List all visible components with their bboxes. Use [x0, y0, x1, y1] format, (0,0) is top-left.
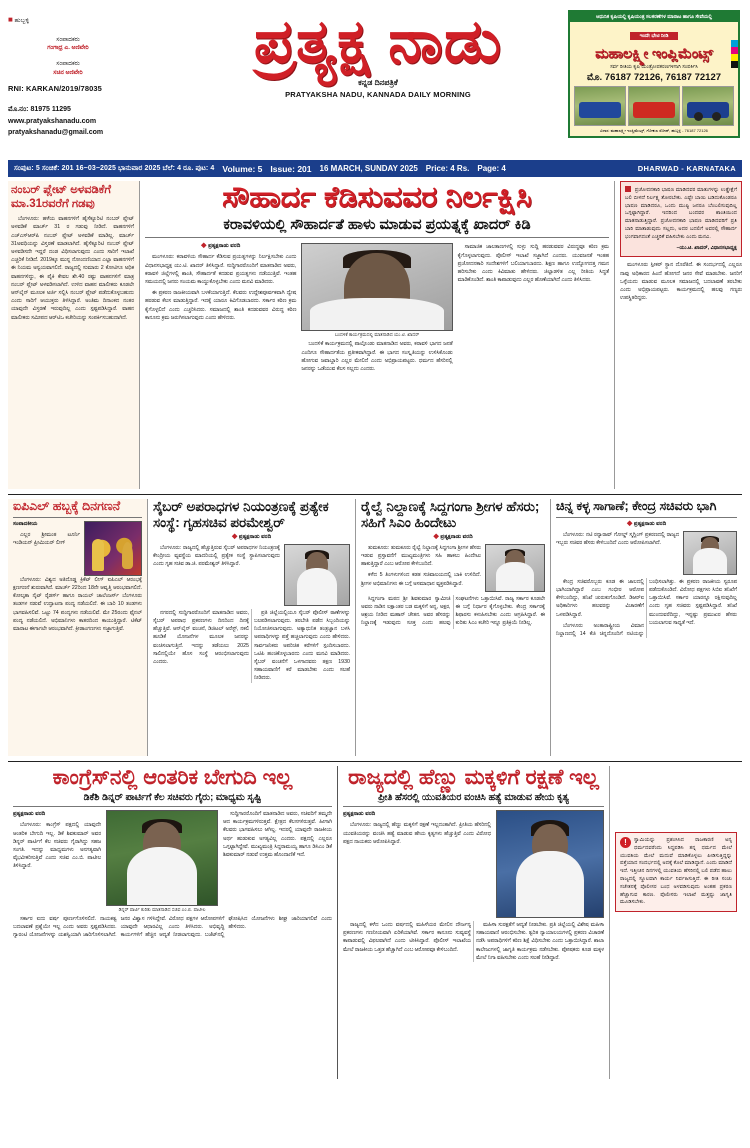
editor-role-1: ಸಂಪಾದಕರು [56, 36, 80, 43]
contact-website[interactable]: www.pratyakshanadu.com [8, 117, 97, 125]
edition-label-line [8, 14, 188, 26]
sidebar-note [610, 766, 742, 1079]
photo-shirt-shape [693, 548, 726, 574]
edition-label: ಹುಬ್ಬಳ್ಳಿ [14, 18, 29, 24]
left-story-headline: ನಂಬರ್ ಪ್ಲೇಟ್ ಅಳವಡಿಕೆಗೆ ಮಾ.31ರವರೆಗೆ ಗಡವು [11, 184, 112, 210]
women-safety-story[interactable] [338, 766, 610, 1079]
ad-product-trailer [682, 86, 734, 126]
trailer-wheel-left-icon [694, 112, 703, 121]
cyber-photo [284, 544, 350, 606]
cyber-story[interactable] [148, 499, 356, 756]
gold-headline: ಚಿನ್ನ ಕಳ್ಳ ಸಾಗಾಣೆ; ಕೇಂದ್ರ ಸಚಿವರು ಭಾಗಿ [556, 499, 717, 513]
issue-info-bar [8, 160, 742, 177]
quote-extra-body: ಮಂಗಳೂರು ಸ್ಪೀಕರ್ ಸ್ಥಾನ ದೊರೆತಿದೆ. ಈ ಸಂದರ್ಭದಲ್ಲಿ ಎಲ್ಲರೂ ನಾವು ಅಧಿಕಾರದ ಹಿಂದೆ ಹೋಗದೆ ಜನರ ಸೇವೆ ಮಾಡಬೇಕು. ಜನರಿಗೆ ಒಳ್ಳೆಯದು ಮಾಡುವ ಮೂಲಕ ಸಮಾಜದಲ್ಲಿ ಬದಲಾವಣೆ ತರಬೇಕು ಎಂದು ಅಭಿಪ್ರಾಯಪಟ್ಟರು. ಕಾರ್ಯಕ್ರಮದಲ್ಲಿ ಹಲವು ಗಣ್ಯರು ಉಪಸ್ಥಿತರಿದ್ದರು. [620, 262, 742, 302]
ipl-caption: ಎಲ್ಲರ ಶ್ರೀಮಂತ ಟೂರ್ನಿ ಇಂಡಿಯನ್ ಪ್ರೀಮಿಯರ್ ಲೀಗ್ [13, 531, 80, 546]
editor-role-2: ಸಂಪಾದಕರು [56, 61, 80, 68]
contact-block [8, 104, 188, 138]
contact-email[interactable]: pratyakshanadu@gmail.com [8, 128, 104, 136]
masthead-logo-area [188, 6, 568, 99]
contact-phone: ಮೊ.ನಂ: 81975 11295 [8, 106, 71, 114]
lead-para-2: ಈ ಪ್ರಕರಣ ರಾಜಕೀಯವಾಗಿ ಬಳಕೆಯಾಗುತ್ತಿದೆ. ಕೆಲವರು ಉದ್ದೇಶಪೂರ್ವಕವಾಗಿ ದ್ವೇಷ ಹರಡುವ ಕೆಲಸ ಮಾಡುತ್ತಿದ್ದಾರೆ. ಇದಕ್ಕೆ ಯಾರೂ ಕಿವಿಗೊಡಬಾರದು. ಸರ್ಕಾರ ಕಠಿಣ ಕ್ರಮ ಕೈಗೊಳ್ಳಲಿದೆ ಎಂದು ಎಚ್ಚರಿಸಿದರು. ಸಮಾಜದಲ್ಲಿ ಶಾಂತಿ ಕದಡುವವರ ವಿರುದ್ಧ ಕಠಿಣ ಕಾನೂನು ಕ್ರಮ ಜರುಗಿಸಲಾಗುವುದು ಎಂದು ಹೇಳಿದರು. [145, 290, 297, 321]
photo-shirt-shape [310, 298, 444, 331]
rni-number: RNI: KARKAN/2019/78035 [8, 84, 102, 94]
tagline-english: PRATYAKSHA NADU, KANNADA DAILY MORNING [285, 90, 471, 99]
congress-photo-caption: ಡಿನ್ನರ್ ಪಾರ್ಟಿ ಕುರಿತು ಮಾತನಾಡಿದ ಸಚಿವ ಎಂ.ಬಿ. ಪಾಟೀಲ [118, 906, 206, 912]
lead-column-2 [301, 243, 452, 376]
women-byline: ಪ್ರತ್ಯಕ್ಷನಾಡು ವರದಿ [343, 810, 376, 817]
lead-photo-caption: ಬಂದಳಿಕೆ ಕಾರ್ಯಕ್ರಮದಲ್ಲಿ ಮಾತನಾಡಿದ ಯು.ಟಿ. ಖಾದರ್ [334, 332, 420, 338]
lead-columns [145, 243, 609, 376]
top-section [8, 181, 742, 489]
print-color-bar [731, 40, 738, 68]
quote-text: ಪ್ರಚೋದನಕಾರಿ ಭಾಷಣ ಮಾಡಿದವರ ಮಾತುಗಳನ್ನು ಉತ್ಪ್ರೇಕ್ಷೆಗೆ ಬಲಿ ಬೀಳದೆ ನಿರ್ಲಕ್ಷ್ಯ ತೋರಬೇಕು. ಎಷ್ಟೇ ಬಾಯಿ ಬಡಿದುಕೊಂಡರೂ ಭಾಷಣ ಮಾಡಿದರೂ, ಒಂದು ಮುಷ್ಟಿ ಜನರೂ ಬೆಂಬಲಿಸುವುದಿಲ್ಲ ಒಗ್ಗಟ್ಟಾಗಿದ್ದಾರೆ. ಇದರಿಂದ ಬಂದವರ ಶಾಂತಿಯಿಂದ ಮಾತನಾಡುತ್ತಿದ್ದಾರೆ. ಪ್ರಚೋದನಕಾರಿ ಭಾಷಣ ಮಾಡಿದವರಿಗೆ ಪ್ರತಿ ಬಾರಿ ಮಾತಾಡುವುದು ಸಲ್ಲದು, ಅದರ ಬದಲಿಗೆ ಅವರಲ್ಲಿ ಸೌಹಾರ್ದ ಭಂಗವಾಗದಂತೆ ಎಚ್ಚರಿಕೆ ವಹಿಸಬೇಕು ಎಂದು ಮನವಿ. [625, 187, 737, 240]
women-body-1: ಪ್ರತ್ಯಕ್ಷನಾಡು ವರದಿ ಬೆಂಗಳೂರು: ರಾಜ್ಯದಲ್ಲಿ ಹೆಣ್ಣು ಮಕ್ಕಳಿಗೆ ರಕ್ಷಣೆ ಇಲ್ಲದಂತಾಗಿದೆ. ಪ್ರೀತಿಯ ಹೆಸರಿನಲ್ಲಿ ಯುವತಿಯರನ್ನು ವಂಚಿಸಿ ಹತ್ಯೆ ಮಾಡುವ ಹೇಯ ಕೃತ್ಯಗಳು ಹೆಚ್ಚುತ್ತಿವೆ ಎಂದು ವಿರೋಧ ಪಕ್ಷದ ನಾಯಕರು ಆರೋಪಿಸಿದ್ದಾರೆ. [343, 810, 491, 845]
lead-byline: ◆ ಪ್ರತ್ಯಕ್ಷನಾಡು ವರದಿ [201, 243, 241, 250]
ad-top-strip: ಆಧುನಿಕ ಕೃಷಿಯಲ್ಲಿ ಕೃಷಿಯಂತ್ರ ಸಲಕರಣೆಗಳ ಮಾರಾಟ ಹಾಗೂ ಸೇವೆಯಲ್ಲಿ [570, 12, 738, 22]
ad-footer-address: ವಿಳಾಸ: ಮಹಾಲಕ್ಷ್ಮೀ ಇಂಪ್ಲಿಮೆಂಟ್ಸ್, ಗೋಕುಲ ರೋಡ್, ಹುಬ್ಬಳ್ಳಿ - 76187 72126 [600, 128, 708, 133]
trailer-wheel-right-icon [712, 112, 721, 121]
trophy-icon [92, 539, 104, 571]
red-note-text: ಸ್ವಾಮಿಯನ್ನು ಪ್ರಶಂಸಿಸಿದ ರಾಜಕಾರಣಿ ಅನ್ಯ ಧರ್ಮದವರೆಂದು ಸಿದ್ಧಪಡಿಸಿ ತನ್ನ ಧರ್ಮದ ಮೇಲೆ ಯುವತಿಯ ಮೇಲೆ ಮದುವೆ ಮಾಡಿಕೊಳ್ಳಲು ಪೀಡಿಸುತ್ತಿದ್ದನ್ನು ಪತ್ತೆಯಾದ ಸಂದರ್ಭದಲ್ಲಿ ಅದಕ್ಕೆ ಕೊಲೆ ಮಾಡಿದ್ದಾನೆ. ಎಂದು ಮಾಡಿದೆ ಇದೆ. ಇತ್ತೀಚಿನ ದಿನಗಳಲ್ಲಿ ಯುವತಿಯ ಹೆಸರಿನಲ್ಲಿ ಬಲಿ ಪಡೆದ ಹಾಲು ರಾಜ್ಯದಲ್ಲಿ ಸ್ಥೂಲವಾಗಿ ಕಾರ್ಯ ನಿರ್ವಹಿಸುತ್ತಿದೆ. ಈ ರೀತಿ ಸಂಚು ಸಚೇತನಕ್ಕೆ ಪೊಲೀಸರ ಬಂಧ ಅಳವಡಿಸುವುದು ಅಂತಹ ಪ್ರಕರಣ ಹೆಚ್ಚಾಗುವ ಕಾರಣ. ಪೊಲೀಸರು ಇಲಾಖೆ ಮತ್ತಷ್ಟು ಜಾಗೃತಿ ಮೂಡಿಸಬೇಕು. [620, 837, 732, 906]
ipl-photo [84, 521, 142, 576]
bottom-section [8, 761, 742, 1079]
issue-info-kannada: ಸಂಪುಟ: 5 ಸಂಚಿಕೆ: 201 16−03−2025 ಭಾನುವಾರ 2025 ಬೆಲೆ: 4 ರೂ. ಪುಟ: 4 [14, 164, 215, 172]
quote-marker-icon [625, 186, 631, 192]
masthead [8, 6, 742, 158]
ad-title: ಮಹಾಲಕ್ಷ್ಮೀ ಇಂಪ್ಲಿಮೆಂಟ್ಸ್ [595, 45, 713, 61]
cyber-body-rest: ನಗರದಲ್ಲಿ ಸುದ್ದಿಗಾರರೊಂದಿಗೆ ಮಾತನಾಡಿದ ಅವರು, ಸೈಬರ್ ಅಪರಾಧ ಪ್ರಕರಣಗಳು ದಿನದಿಂದ ದಿನಕ್ಕೆ ಹೆಚ್ಚುತ್ತಿವೆ. ಆನ್‌ಲೈನ್ ವಂಚನೆ, ಡಿಜಿಟಲ್ ಅರೆಸ್ಟ್, ನಕಲಿ ಹೂಡಿಕೆ ಯೋಜನೆಗಳ ಮೂಲಕ ಜನರನ್ನು ವಂಚಿಸಲಾಗುತ್ತಿದೆ. ಇದನ್ನು ತಡೆಯಲು 2025 ಸಾಲಿನಲ್ಲಿಯೇ ಹೊಸ ಸಂಸ್ಥೆ ಆರಂಭಿಸಲಾಗುವುದು ಎಂದರು. ಪ್ರತಿ ಜಿಲ್ಲೆಯಲ್ಲಿಯೂ ಸೈಬರ್ ಪೊಲೀಸ್ ಠಾಣೆಗಳನ್ನು ಬಲಪಡಿಸಲಾಗುವುದು. ತರಬೇತಿ ಪಡೆದ ಸಿಬ್ಬಂದಿಯನ್ನು ನಿಯೋಜಿಸಲಾಗುವುದು. ಅತ್ಯಾಧುನಿಕ ತಂತ್ರಜ್ಞಾನ ಬಳಸಿ ಅಪರಾಧಿಗಳನ್ನು ಪತ್ತೆ ಹಚ್ಚಲಾಗುವುದು ಎಂದು ಹೇಳಿದರು. ಸಾರ್ವಜನಿಕರು ಅಪರಿಚಿತ ಕರೆಗಳಿಗೆ ಸ್ಪಂದಿಸಬಾರದು. ಒಟಿಪಿ ಹಂಚಿಕೊಳ್ಳಬಾರದು ಎಂದು ಮನವಿ ಮಾಡಿದರು. ಸೈಬರ್ ವಂಚನೆಗೆ ಒಳಗಾದವರು ತಕ್ಷಣ 1930 ಸಹಾಯವಾಣಿಗೆ ಕರೆ ಮಾಡಬೇಕು ಎಂದು ಸಲಹೆ ನೀಡಿದರು. [153, 609, 350, 682]
cyber-headline: ಸೈಬರ್ ಅಪರಾಧಗಳ ನಿಯಂತ್ರಣಕ್ಕೆ ಪ್ರತ್ಯೇಕ ಸಂಸ್ಥೆ: ಗೃಹಸಚಿವ ಪರಮೇಶ್ವರ್ [153, 499, 329, 530]
photo-shirt-shape [516, 851, 584, 917]
left-sidebar-story[interactable] [8, 181, 140, 489]
cyber-byline: ◆ ಪ್ರತ್ಯಕ್ಷನಾಡು ವರದಿ [231, 533, 272, 540]
women-headline: ರಾಜ್ಯದಲ್ಲಿ ಹೆಣ್ಣು ಮಕ್ಕಳಿಗೆ ರಕ್ಷಣೆ ಇಲ್ಲ [348, 766, 599, 789]
ad-ribbon [570, 24, 738, 42]
lead-photo [301, 243, 452, 331]
photo-shirt-shape [496, 562, 533, 591]
cyber-body-1: ಬೆಂಗಳೂರು: ರಾಜ್ಯದಲ್ಲಿ ಹೆಚ್ಚುತ್ತಿರುವ ಸೈಬರ್ ಅಪರಾಧಗಳ ನಿಯಂತ್ರಣಕ್ಕೆ ಕೇಂದ್ರೀಯ ವ್ಯವಸ್ಥೆಯ ಮಾದರಿಯಲ್ಲಿ ಪ್ರತ್ಯೇಕ ಸಂಸ್ಥೆ ಸ್ಥಾಪಿಸಲಾಗುವುದು ಎಂದು ಗೃಹ ಸಚಿವ ಡಾ.ಜಿ. ಪರಮೇಶ್ವರ್ ತಿಳಿಸಿದ್ದಾರೆ. [153, 544, 280, 568]
ad-product-rotavator [628, 86, 680, 126]
ad-product-plough [574, 86, 626, 126]
congress-story[interactable] [8, 766, 338, 1079]
congress-byline: ಪ್ರತ್ಯಕ್ಷನಾಡು ವರದಿ [13, 810, 46, 817]
railway-headline: ರೈಲ್ವೆ ನಿಲ್ದಾಣಕ್ಕೆ ಸಿದ್ದಗಂಗಾ ಶ್ರೀಗಳ ಹೆಸರು; ಸಹಿಗೆ ಸಿಎಂ ಹಿಂದೇಟು [361, 499, 540, 530]
editor-name-2: ಸಚಿನ ಅಣಿವೇರಿ [53, 69, 83, 76]
women-subheadline: ಪ್ರೀತಿ ಹೆಸರಲ್ಲಿ ಯುವತಿಯರ ವಂಚಿಸಿ ಹತ್ಯೆ ಮಾಡುವ ಹೇಯ ಕೃತ್ಯ [378, 791, 569, 803]
quote-box [620, 181, 742, 257]
newspaper-logo: ಪ್ರತ್ಯಕ್ಷ ನಾಡು [253, 8, 503, 75]
gold-photo [683, 531, 737, 575]
railway-body-1: ತುಮಕೂರು: ತುಮಕೂರು ರೈಲ್ವೆ ನಿಲ್ದಾಣಕ್ಕೆ ಸಿದ್ದಗಂಗಾ ಶ್ರೀಗಳ ಹೆಸರು ಇಡುವ ಪ್ರಸ್ತಾವನೆಗೆ ಮುಖ್ಯಮಂತ್ರಿಗಳು ಸಹಿ ಹಾಕಲು ಹಿಂದೇಟು ಹಾಕುತ್ತಿದ್ದಾರೆ ಎಂಬ ಆರೋಪ ಕೇಳಿಬಂದಿದೆ. ಕಳೆದ 5 ತಿಂಗಳುಗಳಿಂದ ಕಡತ ಸಚಿವಾಲಯದಲ್ಲಿ ಬಾಕಿ ಉಳಿದಿದೆ. ಶ್ರೀಗಳ ಅಭಿಮಾನಿಗಳು ಈ ಬಗ್ಗೆ ಅಸಮಾಧಾನ ವ್ಯಕ್ತಪಡಿಸಿದ್ದಾರೆ. [361, 544, 481, 587]
issue-page-count: Page: 4 [477, 164, 506, 173]
bullet-dot-icon: ■ [8, 15, 13, 24]
ad-ribbon-text: ಇಂದೇ ಭೇಟಿ ನೀಡಿ [630, 32, 679, 40]
gold-story[interactable] [551, 499, 742, 756]
gold-byline: ◆ ಪ್ರತ್ಯಕ್ಷನಾಡು ವರದಿ [626, 520, 667, 527]
ipl-story[interactable] [8, 499, 148, 756]
issue-place: DHARWAD - KARNATAKA [637, 164, 736, 173]
editor-name-1: ಗಂಗಾಧ್ರ ಎ. ಅಣಿವೇರಿ [47, 45, 89, 52]
lead-headline: ಸೌಹಾರ್ದ ಕೆಡಿಸುವವರ ನಿರ್ಲಕ್ಷಿಸಿ [222, 181, 532, 214]
byline-marker-icon: ◆ [626, 520, 633, 527]
editor-credit-1 [8, 36, 128, 53]
lead-quote-sidebar [614, 181, 742, 489]
issue-date: 16 MARCH, SUNDAY 2025 [319, 164, 418, 173]
photo-shirt-shape [297, 568, 338, 605]
railway-body-rest: ಸಿದ್ದಗಂಗಾ ಮಠದ ಶ್ರೀ ಶಿವಕುಮಾರ ಸ್ವಾಮೀಜಿ ಅವರು ನಾಡಿನ ಲಕ್ಷಾಂತರ ಬಡ ಮಕ್ಕಳಿಗೆ ಅನ್ನ, ಅಕ್ಷರ, ಆಶ್ರಯ ನೀಡಿದ ಮಹಾನ್ ಚೇತನ. ಅವರ ಹೆಸರನ್ನು ನಿಲ್ದಾಣಕ್ಕೆ ಇಡುವುದು ಸೂಕ್ತ ಎಂದು ಹಲವು ಸಂಘಟನೆಗಳು ಒತ್ತಾಯಿಸಿವೆ. ರಾಜ್ಯ ಸರ್ಕಾರ ಕೂಡಲೇ ಈ ಬಗ್ಗೆ ನಿರ್ಧಾರ ಕೈಗೊಳ್ಳಬೇಕು. ಕೇಂದ್ರ ಸರ್ಕಾರಕ್ಕೆ ಶಿಫಾರಸು ಕಳುಹಿಸಬೇಕು ಎಂದು ಆಗ್ರಹಿಸಿದ್ದಾರೆ. ಈ ಕುರಿತು ಸಿಎಂ ಕಚೇರಿ ಇನ್ನೂ ಪ್ರತಿಕ್ರಿಯೆ ನೀಡಿಲ್ಲ. [361, 595, 545, 627]
quote-attribution: −ಯು.ಟಿ. ಖಾದರ್, ವಿಧಾನಸಭಾಧ್ಯಕ್ಷ [676, 244, 737, 251]
lead-subheadline: ಕರಾವಳಿಯಲ್ಲಿ ಸೌಹಾರ್ದತೆ ಹಾಳು ಮಾಡುವ ಪ್ರಯತ್ನಕ್ಕೆ ಖಾದರ್ ಕಿಡಿ [223, 217, 531, 233]
byline-marker-icon: ◆ [231, 533, 238, 540]
red-note-box [615, 832, 737, 912]
lead-story[interactable] [140, 181, 614, 489]
exclamation-icon: ! [620, 837, 631, 848]
lead-para-3: ಬಂದಳಿಕೆ ಕಾರ್ಯಕ್ರಮದಲ್ಲಿ ಪಾಲ್ಗೊಂಡು ಮಾತನಾಡಿದ ಅವರು, ಕರಾವಳಿ ಭಾಗದ ಜನತೆ ಎಂದಿಗೂ ಸೌಹಾರ್ದತೆಯ ಪ್ರತೀಕವಾಗಿದ್ದಾರೆ. ಈ ಭಾಗದ ಸಂಸ್ಕೃತಿಯನ್ನು ಉಳಿಸಿಕೊಂಡು ಹೋಗುವ ಜವಾಬ್ದಾರಿ ಎಲ್ಲರ ಮೇಲಿದೆ ಎಂದು ಅಭಿಪ್ರಾಯಪಟ್ಟರು. ಧರ್ಮದ ಹೆಸರಿನಲ್ಲಿ ಜನರನ್ನು ಒಡೆಯುವ ಕೆಲಸ ಸಲ್ಲದು ಎಂದರು. [301, 341, 453, 372]
ad-product-images [574, 86, 734, 126]
issue-price: Price: 4 Rs. [425, 164, 470, 173]
railway-byline: ◆ ಪ್ರತ್ಯಕ್ಷನಾಡು ವರದಿ [433, 533, 473, 540]
congress-photo [106, 810, 218, 906]
photo-shirt-shape [127, 847, 197, 905]
women-story-photo [496, 810, 604, 918]
ipl-byline: ಸಂಪಾದಕೀಯ [13, 520, 38, 527]
ad-description: ಸರ್ವ ರೀತಿಯ ಕೃಷಿ ಯಂತ್ರೋಪಕರಣಗಳಿಗಾಗಿ ಸಂಪರ್ಕಿಸಿ [610, 64, 698, 70]
mid-section [8, 494, 742, 756]
congress-body-2: ಸುದ್ದಿಗಾರರೊಂದಿಗೆ ಮಾತನಾಡಿದ ಅವರು, ಸಚಿವರಿಗೆ ತಮ್ಮದೇ ಆದ ಕಾರ್ಯಕ್ರಮಗಳಿರುತ್ತವೆ. ಕ್ಷೇತ್ರದ ಕೆಲಸಗಳಿರುತ್ತವೆ. ಹೀಗಾಗಿ ಕೆಲವರು ಭಾಗವಹಿಸಲು ಆಗಿಲ್ಲ. ಇದರಲ್ಲಿ ಯಾವುದೇ ರಾಜಕೀಯ ಅರ್ಥ ಹುಡುಕುವ ಅಗತ್ಯವಿಲ್ಲ ಎಂದರು. ಪಕ್ಷದಲ್ಲಿ ಎಲ್ಲರೂ ಒಗ್ಗಟ್ಟಾಗಿದ್ದೇವೆ. ಮುಖ್ಯಮಂತ್ರಿ ಸಿದ್ದರಾಮಯ್ಯ ಹಾಗೂ ಡಿಸಿಎಂ ಡಿಕೆ ಶಿವಕುಮಾರ್ ನಡುವೆ ಉತ್ತಮ ಹೊಂದಾಣಿಕೆ ಇದೆ. [223, 810, 332, 858]
plough-shape-icon [579, 102, 621, 118]
ipl-headline: ಐಪಿಎಲ್ ಹಬ್ಬಕ್ಕೆ ದಿನಗಣನೆ [13, 499, 121, 513]
tagline-kannada: ಕನ್ನಡ ದಿನಪತ್ರಿಕೆ [358, 78, 398, 87]
masthead-advertisement[interactable] [568, 10, 740, 138]
lead-column-1 [145, 243, 296, 376]
congress-subheadline: ಡಿಕೆಶಿ ಡಿನ್ನರ್ ಪಾರ್ಟಿಗೆ ಕೆಲ ಸಚಿವರು ಗೈರು; ಮಾಧ್ಯಮ ಸೃಷ್ಟಿ [83, 791, 262, 803]
gold-body-rest: ಕೇಂದ್ರ ಸಚಿವರೊಬ್ಬರು ಕೂಡ ಈ ಜಾಲದಲ್ಲಿ ಭಾಗಿಯಾಗಿದ್ದಾರೆ ಎಂಬ ಗಂಭೀರ ಆರೋಪ ಕೇಳಿಬಂದಿದ್ದು, ತನಿಖೆ ಚುರುಕುಗೊಂಡಿದೆ. ಡಿಆರ್‌ಐ ಅಧಿಕಾರಿಗಳು ಹಲವರನ್ನು ವಿಚಾರಣೆಗೆ ಒಳಪಡಿಸಿದ್ದಾರೆ. ಬೆಂಗಳೂರು ಅಂತಾರಾಷ್ಟ್ರೀಯ ವಿಮಾನ ನಿಲ್ದಾಣದಲ್ಲಿ 14 ಕೆಜಿ ಚಿನ್ನದೊಂದಿಗೆ ನಟಿಯನ್ನು ಬಂಧಿಸಲಾಗಿತ್ತು. ಈ ಪ್ರಕರಣ ರಾಜಕೀಯ ಸ್ವರೂಪ ಪಡೆದುಕೊಂಡಿದೆ. ವಿರೋಧ ಪಕ್ಷಗಳು ಸಿಬಿಐ ತನಿಖೆಗೆ ಒತ್ತಾಯಿಸಿವೆ. ಸರ್ಕಾರ ಯಾರನ್ನೂ ರಕ್ಷಿಸುವುದಿಲ್ಲ ಎಂದು ಗೃಹ ಸಚಿವರು ಸ್ಪಷ್ಟಪಡಿಸಿದ್ದಾರೆ. ತನಿಖೆ ಮುಂದುವರೆದಿದ್ದು, ಇನ್ನಷ್ಟು ಪ್ರಮುಖರ ಹೆಸರು ಬಯಲಾಗುವ ಸಾಧ್ಯತೆ ಇದೆ. [556, 578, 737, 637]
editor-credit-2 [8, 60, 128, 77]
lead-para-4: ಸಾಮಾಜಿಕ ಜಾಲತಾಣಗಳಲ್ಲಿ ಸುಳ್ಳು ಸುದ್ದಿ ಹರಡುವವರ ವಿರುದ್ಧವೂ ಕಠಿಣ ಕ್ರಮ ಕೈಗೊಳ್ಳಲಾಗುವುದು. ಪೊಲೀಸ್ ಇಲಾಖೆ ಸಜ್ಜಾಗಿದೆ ಎಂದರು. ಯುವಜನತೆ ಇಂತಹ ಪ್ರಚೋದನಕಾರಿ ಸಂದೇಶಗಳಿಗೆ ಬಲಿಯಾಗಬಾರದು. ಶಿಕ್ಷಣ ಹಾಗೂ ಉದ್ಯೋಗದತ್ತ ಗಮನ ಹರಿಸಬೇಕು ಎಂದು ಕಿವಿಮಾತು ಹೇಳಿದರು. ಜಿಲ್ಲಾಡಳಿತ ಎಲ್ಲ ರೀತಿಯ ಸಿದ್ಧತೆ ಮಾಡಿಕೊಂಡಿದೆ. ಶಾಂತಿ ಕಾಪಾಡುವುದು ಎಲ್ಲರ ಹೊಣೆಯಾಗಿದೆ ಎಂದು ತಿಳಿಸಿದರು. [457, 244, 609, 284]
ad-phone: ಮೊ. 76187 72126, 76187 72127 [586, 72, 722, 83]
byline-marker-icon: ◆ [433, 533, 439, 540]
women-body-rest: ರಾಜ್ಯದಲ್ಲಿ ಕಳೆದ ಒಂದು ವರ್ಷದಲ್ಲಿ ಮಹಿಳೆಯರ ಮೇಲಿನ ದೌರ್ಜನ್ಯ ಪ್ರಕರಣಗಳು ಗಣನೀಯವಾಗಿ ಏರಿಕೆಯಾಗಿವೆ. ಸರ್ಕಾರ ಕಾನೂನು ಸುವ್ಯವಸ್ಥೆ ಕಾಪಾಡುವಲ್ಲಿ ವಿಫಲವಾಗಿದೆ ಎಂದು ಟೀಕಿಸಿದ್ದಾರೆ. ಪೊಲೀಸ್ ಇಲಾಖೆಯ ಮೇಲೆ ರಾಜಕೀಯ ಒತ್ತಡ ಹೆಚ್ಚಾಗಿದೆ ಎಂಬ ಆರೋಪವೂ ಕೇಳಿಬಂದಿದೆ. ಮಹಿಳಾ ಸುರಕ್ಷತೆಗೆ ಆದ್ಯತೆ ನೀಡಬೇಕು. ಪ್ರತಿ ಜಿಲ್ಲೆಯಲ್ಲಿ ವಿಶೇಷ ಮಹಿಳಾ ಸಹಾಯವಾಣಿ ಆರಂಭಿಸಬೇಕು. ತ್ವರಿತ ನ್ಯಾಯಾಲಯಗಳಲ್ಲಿ ಪ್ರಕರಣ ವಿಚಾರಣೆ ನಡೆಸಿ ಅಪರಾಧಿಗಳಿಗೆ ಕಠಿಣ ಶಿಕ್ಷೆ ವಿಧಿಸಬೇಕು ಎಂದು ಒತ್ತಾಯಿಸಿದ್ದಾರೆ. ಶಾಲಾ ಕಾಲೇಜುಗಳಲ್ಲಿ ಜಾಗೃತಿ ಕಾರ್ಯಕ್ರಮ ನಡೆಸಬೇಕು. ಪೋಷಕರು ಕೂಡ ಮಕ್ಕಳ ಮೇಲೆ ನಿಗಾ ವಹಿಸಬೇಕು ಎಂದು ಸಲಹೆ ನೀಡಿದ್ದಾರೆ. [343, 921, 604, 961]
byline-marker-icon: ◆ [201, 243, 207, 250]
railway-photo [485, 544, 545, 592]
congress-headline: ಕಾಂಗ್ರೆಸ್‌ನಲ್ಲಿ ಆಂತರಿಕ ಬೇಗುದಿ ಇಲ್ಲ [52, 766, 293, 789]
masthead-left-info [8, 6, 188, 138]
left-story-body: ಬೆಂಗಳೂರು: ಹಳೆಯ ವಾಹನಗಳಿಗೆ ಹೈಸೆಕ್ಯೂರಿಟಿ ನಂಬರ್ ಪ್ಲೇಟ್ ಅಳವಡಿಕೆ ಮಾರ್ಚ್ 31 ರ ಗಡುವು ನೀಡಿದೆ. ವಾಹನಗಳಿಗೆ ಎಚ್‌ಎಸ್‌ಆರ್‌ಪಿ ನಂಬರ್ ಪ್ಲೇಟ್ ಅಳವಡಿಕೆ ಮಾಡಿಲ್ಲ. ಮಾರ್ಚ್ 31ಅವಧಿಯನ್ನು ವಿಸ್ತರಣೆ ಮಾಡಲಾಗಿದೆ. ಹೈಸೆಕ್ಯೂರಿಟಿ ನಂಬರ್ ಪ್ಲೇಟ್ ಅಳವಡಿಸದೇ ಇದ್ದರೆ ದಂಡ ವಿಧಿಸಲಾಗುವುದು ಎಂದು ಸಾರಿಗೆ ಇಲಾಖೆ ಎಚ್ಚರಿಕೆ ನೀಡಿದೆ. 2019ಕ್ಕೂ ಮುನ್ನ ನೋಂದಣಿಯಾದ ಎಲ್ಲಾ ವಾಹನಗಳಿಗೆ ಈ ನಿಯಮ ಅನ್ವಯವಾಗಲಿದೆ. ರಾಜ್ಯದಲ್ಲಿ ಸುಮಾರು 2 ಕೋಟಿಗೂ ಅಧಿಕ ವಾಹನಗಳಿದ್ದು, ಈ ಪೈಕಿ ಕೇವಲ ಶೇ.40 ರಷ್ಟು ವಾಹನಗಳಿಗೆ ಮಾತ್ರ ನಂಬರ್ ಪ್ಲೇಟ್ ಅಳವಡಿಸಲಾಗಿದೆ. ಉಳಿದ ವಾಹನ ಮಾಲೀಕರು ಕೂಡಲೇ ಆನ್‌ಲೈನ್ ಮೂಲಕ ಅರ್ಜಿ ಸಲ್ಲಿಸಿ ನಂಬರ್ ಪ್ಲೇಟ್ ಪಡೆದುಕೊಳ್ಳಬಹುದು ಎಂದು ಸಾರಿಗೆ ಆಯುಕ್ತರು ತಿಳಿಸಿದ್ದಾರೆ. ಅಂತಿಮ ದಿನಾಂಕದ ನಂತರ ಯಾವುದೇ ವಿಸ್ತರಣೆ ಇರುವುದಿಲ್ಲ ಎಂದು ಸ್ಪಷ್ಟಪಡಿಸಿದ್ದಾರೆ. ವಾಹನ ಮಾಲೀಕರು ಸಮೀಪದ ಆರ್‌ಟಿಒ ಕಚೇರಿಯನ್ನು ಸಂಪರ್ಕಿಸಬಹುದಾಗಿದೆ. [11, 216, 134, 321]
lead-para-1: ಮಂಗಳೂರು: ಕರಾವಳಿಯ ಸೌಹಾರ್ದ ಕೆಡಿಸುವ ಪ್ರಯತ್ನಗಳನ್ನು ನಿರ್ಲಕ್ಷಿಸಬೇಕು ಎಂದು ವಿಧಾನಸಭಾಧ್ಯಕ್ಷ ಯು.ಟಿ. ಖಾದರ್ ತಿಳಿಸಿದ್ದಾರೆ. ಸುದ್ದಿಗಾರರೊಂದಿಗೆ ಮಾತನಾಡಿದ ಅವರು, ಕರಾವಳಿ ಜಿಲ್ಲೆಗಳಲ್ಲಿ ಶಾಂತಿ, ಸೌಹಾರ್ದತೆ ಕದಡುವ ಪ್ರಯತ್ನಗಳು ನಡೆಯುತ್ತಿವೆ. ಇಂತಹ ಸಮಯದಲ್ಲಿ ಜನರು ಸಂಯಮ ಕಾಯ್ದುಕೊಳ್ಳಬೇಕು ಎಂದು ಮನವಿ ಮಾಡಿದರು. [145, 254, 297, 285]
railway-story[interactable] [356, 499, 551, 756]
lead-column-3 [458, 243, 609, 376]
ipl-body: ಬೆಂಗಳೂರು: ವಿಶ್ವದ ಅತಿದೊಡ್ಡ ಕ್ರಿಕೆಟ್ ಲೀಗ್ ಐಪಿಎಲ್ ಆರಂಭಕ್ಕೆ ಕ್ಷಣಗಣನೆ ಶುರುವಾಗಿದೆ. ಮಾರ್ಚ್ 22ರಿಂದ 18ನೇ ಆವೃತ್ತಿ ಆರಂಭವಾಗಲಿದೆ. ಕೋಲ್ಕತಾ ನೈಟ್ ರೈಡರ್ಸ್ ಹಾಗೂ ರಾಯಲ್ ಚಾಲೆಂಜರ್ಸ್ ಬೆಂಗಳೂರು ತಂಡಗಳ ನಡುವೆ ಉದ್ಘಾಟನಾ ಪಂದ್ಯ ನಡೆಯಲಿದೆ. ಈ ಬಾರಿ 10 ತಂಡಗಳು ಭಾಗವಹಿಸಲಿವೆ. ಒಟ್ಟು 74 ಪಂದ್ಯಗಳು ನಡೆಯಲಿವೆ. ಮೇ 25ರಂದು ಫೈನಲ್ ಪಂದ್ಯ ನಡೆಯಲಿದೆ. ಅಭಿಮಾನಿಗಳು ಕಾತರದಿಂದ ಕಾಯುತ್ತಿದ್ದಾರೆ. ಟಿಕೆಟ್ ಮಾರಾಟ ಈಗಾಗಲೇ ಆರಂಭವಾಗಿದೆ. ಕ್ರೀಡಾಂಗಣಗಳು ಸಜ್ಜಾಗುತ್ತಿವೆ. [13, 576, 142, 632]
issue-number: Issue: 201 [270, 163, 312, 174]
issue-volume: Volume: 5 [222, 163, 263, 174]
gold-body-1: ಬೆಂಗಳೂರು: ನಟಿ ರನ್ಯಾರಾವ್ ಗೋಲ್ಡ್ ಸ್ಮಗ್ಲಿಂಗ್ ಪ್ರಕರಣದಲ್ಲಿ ರಾಜ್ಯದ ಇಬ್ಬರು ಸಚಿವರ ಹೆಸರು ಕೇಳಿಬಂದಿದೆ ಎಂದು ಆರೋಪಿಸಲಾಗಿದೆ. [556, 531, 679, 546]
congress-body-1: ಪ್ರತ್ಯಕ್ಷನಾಡು ವರದಿ ಬೆಂಗಳೂರು: ಕಾಂಗ್ರೆಸ್ ಪಕ್ಷದಲ್ಲಿ ಯಾವುದೇ ಆಂತರಿಕ ಬೇಗುದಿ ಇಲ್ಲ. ಡಿಕೆ ಶಿವಕುಮಾರ್ ಅವರ ಡಿನ್ನರ್ ಪಾರ್ಟಿಗೆ ಕೆಲ ಸಚಿವರು ಗೈರಾಗಿದ್ದು ಸಹಜ ಸಂಗತಿ. ಇದನ್ನು ಮಾಧ್ಯಮಗಳು ಅನಗತ್ಯವಾಗಿ ವೈಭವೀಕರಿಸುತ್ತಿವೆ ಎಂದು ಸಚಿವ ಎಂ.ಬಿ. ಪಾಟೀಲ ತಿಳಿಸಿದ್ದಾರೆ. [13, 810, 101, 870]
rotavator-shape-icon [633, 102, 675, 118]
trophy-secondary-icon [122, 542, 133, 570]
congress-body-3: ಸರ್ಕಾರ ಐದು ವರ್ಷ ಪೂರ್ಣಗೊಳಿಸಲಿದೆ. ನಾಯಕತ್ವ ಬದಲಾವಣೆ ಪ್ರಶ್ನೆಯೇ ಇಲ್ಲ ಎಂದು ಅವರು ಸ್ಪಷ್ಟಪಡಿಸಿದರು. ಗ್ಯಾರಂಟಿ ಯೋಜನೆಗಳನ್ನು ಯಶಸ್ವಿಯಾಗಿ ಜಾರಿಗೊಳಿಸಲಾಗಿದೆ. ಜನರ ವಿಶ್ವಾಸ ಗಳಿಸಿದ್ದೇವೆ. ವಿರೋಧ ಪಕ್ಷಗಳ ಆರೋಪಗಳಿಗೆ ಯಾವುದೇ ಆಧಾರವಿಲ್ಲ ಎಂದು ತಿಳಿಸಿದರು. ಅಭಿವೃದ್ಧಿ ಕಾರ್ಯಗಳಿಗೆ ಹೆಚ್ಚಿನ ಆದ್ಯತೆ ನೀಡಲಾಗುವುದು. ಬಜೆಟ್‌ನಲ್ಲಿ ಘೋಷಿಸಿದ ಯೋಜನೆಗಳು ಶೀಘ್ರ ಜಾರಿಯಾಗಲಿವೆ ಎಂದು ಹೇಳಿದರು. [13, 915, 332, 939]
